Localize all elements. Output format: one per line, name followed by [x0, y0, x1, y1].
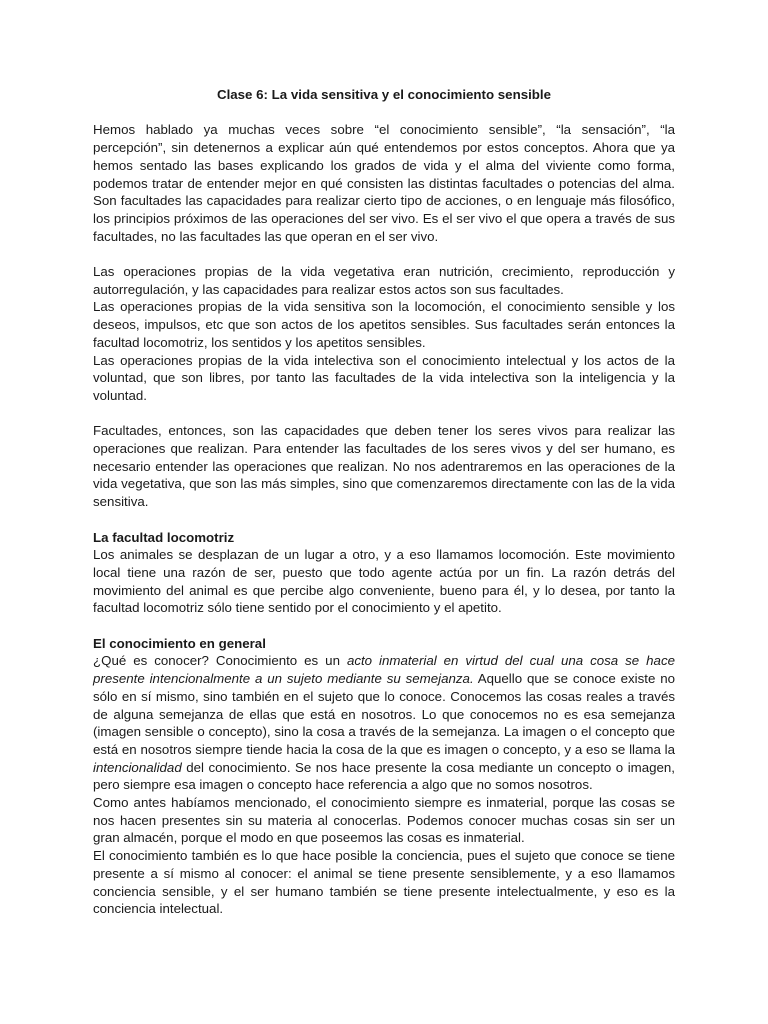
text-run: del conocimiento. Se nos hace presente la cosa mediante un concepto o imagen, pero siempre esa imagen o concepto hace referencia a algo que no somos nosotros.	[93, 759, 675, 793]
section-heading-conocimiento: El conocimiento en general	[93, 635, 266, 651]
conocimiento-paragraph-2: Como antes habíamos mencionado, el conocimiento siempre es inmaterial, porque las cosas se nos hacen presentes sin su materia al conocerlas. Podemos conocer muchas cosas sin ser un gran almacén, porque el modo en que poseemos las cosas es inmaterial.	[93, 795, 675, 846]
document-page	[93, 86, 675, 918]
operations-vegetativa: Las operaciones propias de la vida vegetativa eran nutrición, crecimiento, reproducción y autorregulación, y las capacidades para realizar estos actos son sus facultades.	[93, 264, 675, 297]
definition-emphasis: acto inmaterial en virtud del cual una cosa se hace presente intencionalmente a un sujeto mediante su semejanza.	[93, 653, 675, 687]
paragraph-spacer	[93, 405, 675, 423]
intro-paragraph: Hemos hablado ya muchas veces sobre “el conocimiento sensible”, “la sensación”, “la percepción”, sin detenernos a explicar aún qué entendemos por estos conceptos. Ahora que ya hemos sentado las bases explicando los grados de vida y el alma del viviente como forma, podemos tratar de entender mejor en qué consisten las distintas facultades o potencias del alma. Son facultades las capacidades para realizar cierto tipo de acciones, o en lenguaje más filosófico, los principios próximos de las operaciones del ser vivo. Es el ser vivo el que opera a través de sus facultades, no las facultades las que operan en el ser vivo.	[93, 122, 675, 244]
intencionalidad-emphasis: intencionalidad	[93, 759, 182, 775]
operations-intelectiva: Las operaciones propias de la vida intelectiva son el conocimiento intelectual y los actos de la voluntad, que son libres, por tanto las facultades de la vida intelectiva son la inteligencia y la voluntad.	[93, 352, 675, 403]
text-run: ¿Qué es conocer? Conocimiento es un	[93, 653, 347, 669]
paragraph-spacer	[93, 617, 675, 635]
section-heading-locomotriz: La facultad locomotriz	[93, 529, 235, 545]
paragraph-spacer	[93, 511, 675, 529]
page-title: Clase 6: La vida sensitiva y el conocimiento sensible	[216, 87, 552, 102]
faculties-paragraph: Facultades, entonces, son las capacidades que deben tener los seres vivos para realizar las operaciones que realizan. Para entender las facultades de los seres vivos y del ser humano, es necesario entender las operaciones que realizan. No nos adentraremos en las operaciones de la vida vegetativa, que son las más simples, sino que comenzaremos directamente con las de la vida sensitiva.	[93, 423, 675, 510]
conocimiento-paragraph-1	[93, 652, 675, 794]
operations-sensitiva: Las operaciones propias de la vida sensitiva son la locomoción, el conocimiento sensible y los deseos, impulsos, etc que son actos de los apetitos sensibles. Sus facultades serán entonces la facultad locomotriz, los sentidos y los apetitos sensibles.	[93, 299, 675, 350]
text-run: Aquello que se conoce existe no sólo en sí mismo, sino también en el sujeto que lo conoce. Conocemos las cosas reales a través de alguna semejanza de ellas que está en nosotros. Lo que conocemos no es esa semejanza (imagen sensible o concepto), sino la cosa a través de la semejanza. La imagen o el concepto que está en nosotros siempre tiende hacia la cosa de la que es imagen o concepto, y a eso se llama la	[93, 671, 675, 757]
conocimiento-paragraph-3: El conocimiento también es lo que hace posible la conciencia, pues el sujeto que conoce se tiene presente a sí mismo al conocer: el animal se tiene presente sensiblemente, y a eso llamamos conciencia sensible, y el ser humano también se tiene presente intelectualmente, y eso es la conciencia intelectual.	[93, 848, 675, 917]
paragraph-spacer	[93, 245, 675, 263]
locomotriz-paragraph: Los animales se desplazan de un lugar a otro, y a eso llamamos locomoción. Este movimiento local tiene una razón de ser, puesto que todo agente actúa por un fin. La razón detrás del movimiento del animal es que percibe algo conveniente, bueno para él, y lo desea, por tanto la facultad locomotriz sólo tiene sentido por el conocimiento y el apetito.	[93, 547, 675, 616]
